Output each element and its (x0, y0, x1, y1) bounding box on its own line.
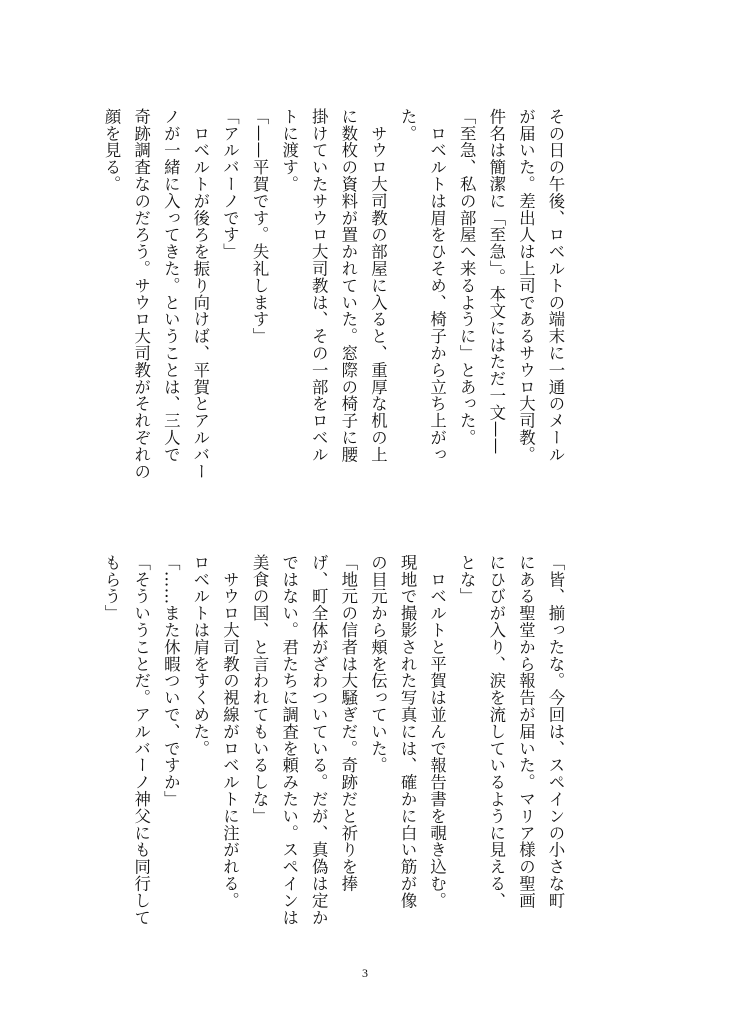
text-line: が届いた。差出人は上司であるサウロ大司教。 (516, 108, 536, 463)
text-line: にひびが入り、涙を流しているように見える、 (486, 554, 506, 909)
text-line: 奇跡調査なのだろう。サウロ大司教がそれぞれの (131, 108, 151, 480)
text-line: 「皆、揃ったな。今回は、スペインの小さな町 (546, 554, 565, 909)
text-line: た。 (398, 108, 418, 142)
text-line: ロベルトが後ろを振り向けば、平賀とアルバー (190, 108, 210, 480)
text-line: 件名は簡潔に「至急」。本文にはただ一文—— (486, 108, 506, 455)
text-line: に数枚の資料が置かれていた。窓際の椅子に腰 (338, 108, 358, 463)
text-block-top (100, 108, 566, 528)
text-line: ロベルトは眉をひそめ、椅子から立ち上がっ (427, 108, 447, 463)
text-line: ノが一緒に入ってきた。ということは、三人で (161, 108, 181, 463)
text-line: 美食の国、と言われてもいるしな」 (250, 554, 270, 825)
text-line: 「そういうことだ。アルバーノ神父にも同行して (131, 554, 151, 926)
text-line: サウロ大司教の部屋に入ると、重厚な机の上 (368, 108, 388, 463)
text-line: 「——平賀です。失礼します」 (250, 108, 270, 345)
text-line: にある聖堂から報告が届いた。マリア様の聖画 (516, 554, 536, 909)
text-line: サウロ大司教の視線がロベルトに注がれる。 (220, 554, 240, 909)
text-line: 掛けていたサウロ大司教は、その一部をロベル (309, 108, 329, 463)
text-line: ロベルトは肩をすくめた。 (190, 554, 210, 757)
text-line: 現地で撮影された写真には、確かに白い筋が像 (398, 554, 418, 909)
text-line: ではない。君たちに調査を頼みたい。スペインは (279, 554, 299, 926)
text-line: もらう」 (102, 554, 122, 622)
text-line: ロベルトと平賀は並んで報告書を覗き込む。 (427, 554, 447, 909)
page-number: 3 (362, 966, 368, 980)
text-line: 「至急、私の部屋へ来るように」とあった。 (457, 108, 477, 446)
text-line: トに渡す。 (279, 108, 299, 193)
text-line: の目元から頬を伝っていた。 (368, 554, 388, 774)
text-line: げ、町全体がざわついている。だが、真偽は定か (309, 554, 329, 926)
text-line: とな」 (457, 554, 477, 605)
text-line: 「……また休暇ついで、ですか」 (161, 554, 181, 808)
text-line: その日の午後、ロベルトの端末に一通のメール (546, 108, 565, 463)
text-line: 「アルバーノです」 (220, 108, 240, 261)
text-line: 顔を見る。 (102, 108, 122, 193)
text-line: 「地元の信者は大騒ぎだ。奇跡だと祈りを捧 (338, 554, 358, 892)
text-block-bottom (100, 554, 566, 974)
